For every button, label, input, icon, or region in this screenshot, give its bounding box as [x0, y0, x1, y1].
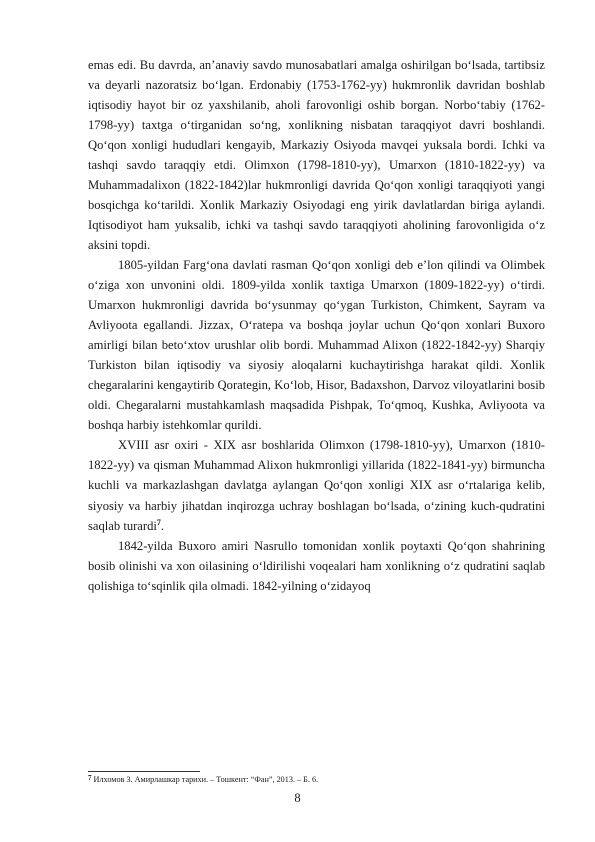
paragraph-1: emas edi. Bu davrda, anʼanaviy savdo munosabatlari amalga oshirilgan boʻlsada, tartibsiz va deyarli nazoratsiz boʻlgan. Erdonabiy (1753-1762-yy) hukmronlik davridan boshlab iqtisodiy hayot bir oz yaxshilanib, aholi farovonligi oshib borgan. Norboʻtabiy (1762-1798-yy) taxtga oʻtirganidan soʻng, xonlikning nisbatan taraqqiyot davri boshlandi. Qoʻqon xonligi hududlari kengayib, Markaziy Osiyoda mavqei yuksala bordi. Ichki va tashqi savdo taraqqiy etdi. Olimxon (1798-1810-yy), Umarxon (1810-1822-yy) va Muhammadalixon (1822-1842)lar hukmronligi davrida Qoʻqon xonligi taraqqiyoti yangi bosqichga koʻtarildi. Xonlik Markaziy Osiyodagi eng yirik davlatlardan biriga aylandi. Iqtisodiyot ham yuksalib, ichki va tashqi savdo taraqqiyoti aholining farovonligida oʻz aksini topdi.	[88, 57, 545, 252]
paragraph-2: 1805-yildan Fargʻona davlati rasman Qoʻqon xonligi deb e’lon qilindi va Olimbek oʻziga xon unvonini oldi. 1809-yilda xonlik taxtiga Umarxon (1809-1822-yy) oʻtirdi. Umarxon hukmronligi davrida boʻysunmay qoʻygan Turkiston, Chimkent, Sayram va Avliyoota egallandi. Jizzax, Oʻratepa va boshqa joylar uchun Qoʻqon xonlari Buxoro amirligi bilan betoʻxtov urushlar olib bordi. Muhammad Alixon (1822-1842-yy) Sharqiy Turkiston bilan iqtisodiy va siyosiy aloqalarni kuchaytirishga harakat qildi. Xonlik chegaralarini kengaytirib Qorategin, Koʻlob, Hisor, Badaxshon, Darvoz viloyatlarini bosib oldi. Chegaralarni mustahkamlash maqsadida Pishpak, Toʻqmoq, Kushka, Avliyoota va boshqa harbiy istehkomlar qurildi.	[88, 257, 545, 433]
body-text	[88, 55, 545, 596]
footnote	[88, 773, 548, 785]
footnote-reference[interactable]: 7	[156, 517, 161, 527]
footnote-divider	[88, 771, 200, 772]
paragraph-3	[88, 435, 545, 535]
paragraph-3-end: .	[160, 518, 165, 533]
paragraph-3-text: XVIII asr oxiri - XIX asr boshlarida Olimxon (1798-1810-yy), Umarxon (1810-1822-yy) va qisman Muhammad Alixon hukmronligi yillarida (1822-1841-yy) birmuncha kuchli va markazlashgan davlatga aylangan Qoʻqon xonligi XIX asr oʻrtalariga kelib, siyosiy va harbiy jihatdan inqirozga uchray boshlagan boʻlsada, oʻzining kuch-qudratini saqlab turardi	[88, 438, 545, 533]
page-number: 8	[294, 791, 301, 805]
footnote-text: Илхомов З. Амирлашкар тарихи. – Тошкент: “Фан”, 2013. – Б. 6.	[93, 775, 319, 784]
paragraph-4: 1842-yilda Buxoro amiri Nasrullo tomonidan xonlik poytaxti Qoʻqon shahrining bosib olinishi va xon oilasining oʻldirilishi voqealari ham xonlikning oʻz qudratini saqlab qolishiga toʻsqinlik qila olmadi. 1842-yilning oʻzidayoq	[88, 538, 545, 593]
footnote-number: 7	[88, 774, 92, 782]
